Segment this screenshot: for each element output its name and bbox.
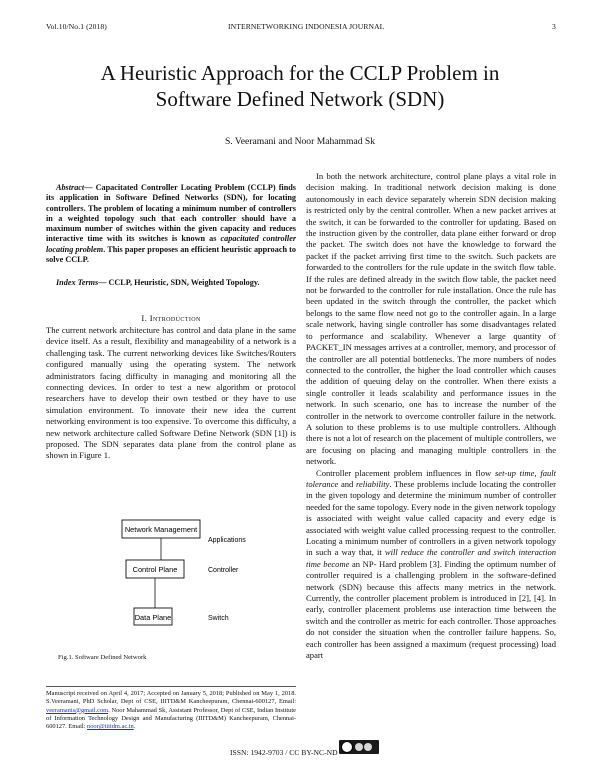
cc-license-badge	[339, 740, 379, 754]
abstract-text-1: Capacitated Controller Locating Problem (CCLP) finds its application in Software Defined Networks (SDN), for locating controllers. The problem of locating a minimum number of controllers in a weighted topology such that each controller should have a maximum number of switches within the given capacity and reduces interactive time with its switches is known as	[46, 183, 296, 244]
abstract-dash: —	[84, 183, 96, 192]
intro-paragraph	[46, 325, 296, 462]
abstract	[46, 183, 296, 265]
network-management-label: Network Management	[124, 525, 198, 534]
right-paragraph-1: In both the network architecture, control plane plays a vital role in decision making. In traditional network decision making is done autonomously in each device separately wherein SDN decision making is restricted only by the central controller. When a new packet arrives at the switch, it can be forwarded to the controller for updating. Based on the instruction given by the controller, data plane either forward or drop the packet. The switch does not have the knowledge to forward the packet if the packet arriving first time to the switch. Such packets are forwarded to the controllers for the rule update in the switch flow table. If the rules are defined already in the switch flow table, the packet need not be forwarded to the controller for rule installation. Once the rule has been updated in the switch through the controller, the packet which belongs to the same flow need not go to the controller again. In a large scale network, having single controller has some disadvantages related to performance and scalability. Whenever a large quantity of PACKET_IN messages arrives at a controller, memory, and processor of the controller are all potential bottlenecks. The more numbers of nodes connected to the controller, the higher the load controller which causes the addition of queuing delay on the controller. When there exists a single controller it leads scalability and performance issues in the network. In such scenario, one has to increase the number of the controller in the network to overcome controller failure in the network. A solution to these problems is to use multiple controllers. Although there is not a lot of research on the placement of multiple controllers, we are focusing on placing and managing multiple controllers in the network.	[306, 171, 556, 467]
header-page-number: 3	[552, 22, 556, 31]
nc-icon	[364, 743, 372, 751]
section-heading	[46, 313, 296, 323]
header-journal: INTERNETWORKING INDONESIA JOURNAL	[228, 22, 385, 31]
abstract-label: Abstract	[56, 183, 85, 192]
footnote	[46, 690, 296, 731]
index-terms-label: Index Terms	[56, 278, 99, 287]
section-title: Introduction	[149, 313, 201, 323]
paper-title	[40, 60, 560, 112]
switch-label: Switch	[208, 615, 229, 622]
right-column	[306, 171, 556, 661]
p2-text-a: Controller placement problem influences in flow	[316, 467, 495, 478]
abstract-italic: capacitated controller locating problem	[46, 234, 297, 254]
data-plane-label: Data Plane	[134, 613, 172, 622]
p2-text-e: . These problems include locating the controller in the given topology and determine the minimum number of controller needed for the same topology. Every node in the given network topology is associated with weight value called capacity and every edge is associated with weight value called processing request to the controller. Locating a minimum number of controllers in a given network topology in such a way that, it	[306, 478, 556, 558]
abstract-text-2: . This paper proposes an efficient heuristic approach to solve CCLP.	[46, 244, 296, 265]
footnote-part-2: . Noor Mahammad Sk, Assistant Professor, Dept of CSE, Indian Institute of Information Technology Design and Manufacturing (IIITD&M) Kancheepuram, Chennai-600127. Email:	[46, 706, 296, 731]
index-terms	[46, 277, 296, 288]
email-link-2[interactable]: noor@iiitdm.ac.in	[87, 723, 134, 731]
by-icon	[355, 743, 363, 751]
p2-italic-b: set-up time, fault tolerance	[306, 467, 556, 489]
p2-italic-f: will reduce the controller and switch interaction time become	[306, 547, 556, 569]
p2-italic-d: reliability	[355, 478, 390, 489]
applications-label: Applications	[208, 537, 246, 544]
figure-caption: Fig.1. Software Defined Network	[58, 654, 147, 661]
p2-text-c: and	[338, 478, 356, 489]
p2-text-g: an NP- Hard problem [3]. Finding the optimum number of controller required is a challenging problem in the software-defined network (SDN) because this affects many metrics in the network. Currently, the controller placement problem is introduced in [2], [4]. In early, controller placement problems use interaction time between the switch and the controller as metric for each controller. Those approaches do not consider the situation when the controller failure happens. So, each controller has been assigned a maximum (request processing) load apart	[306, 558, 557, 661]
title-line-2: Software Defined Network (SDN)	[155, 87, 445, 111]
footnote-part-1: Manuscript received on April 4, 2017; Accepted on January 5, 2018; Published on May 1, 2018. S.Veeramani, PhD Scholar, Dept of CSE, IIITD&M Kancheepuram, Chennai-600127, Email:	[46, 690, 296, 706]
footnote-part-3: .	[133, 723, 136, 731]
cc-icon	[341, 741, 353, 753]
index-terms-text: — CCLP, Heuristic, SDN, Weighted Topology.	[98, 278, 260, 287]
email-link-1[interactable]: veeramanis@gmail.com	[46, 706, 109, 714]
intro-text: The current network architecture has control and data plane in the same device itself. As a result, flexibility and manageability of a network is a challenging task. The current networking devices like Switches/Routers configured manually using the operating system. The network administrators facing difficulty in managing and monitoring all the connecting devices. In order to test a new algorithm or protocol researchers have to develop their own testbed or they have to use simulation environment. To innovate their new idea the current networking environment is too expensive. To overcome this difficulty, a new network architecture called Software Define Network (SDN [1]) is proposed. The SDN separates data plane from the control plane as shown in Figure 1.	[46, 325, 296, 461]
right-paragraph-2	[306, 468, 556, 662]
header-volume: Vol.10/No.1 (2018)	[46, 22, 107, 31]
section-number: I.	[141, 313, 148, 323]
sdn-figure	[120, 516, 250, 644]
issn-license: ISSN: 1942-9703 / CC BY-NC-ND	[230, 748, 338, 757]
title-line-1: A Heuristic Approach for the CCLP Problem in	[100, 61, 500, 85]
footnote-rule	[46, 686, 296, 687]
controller-label: Controller	[208, 567, 239, 574]
authors: S. Veeramani and Noor Mahammad Sk	[224, 136, 376, 147]
control-plane-label: Control Plane	[132, 565, 178, 574]
